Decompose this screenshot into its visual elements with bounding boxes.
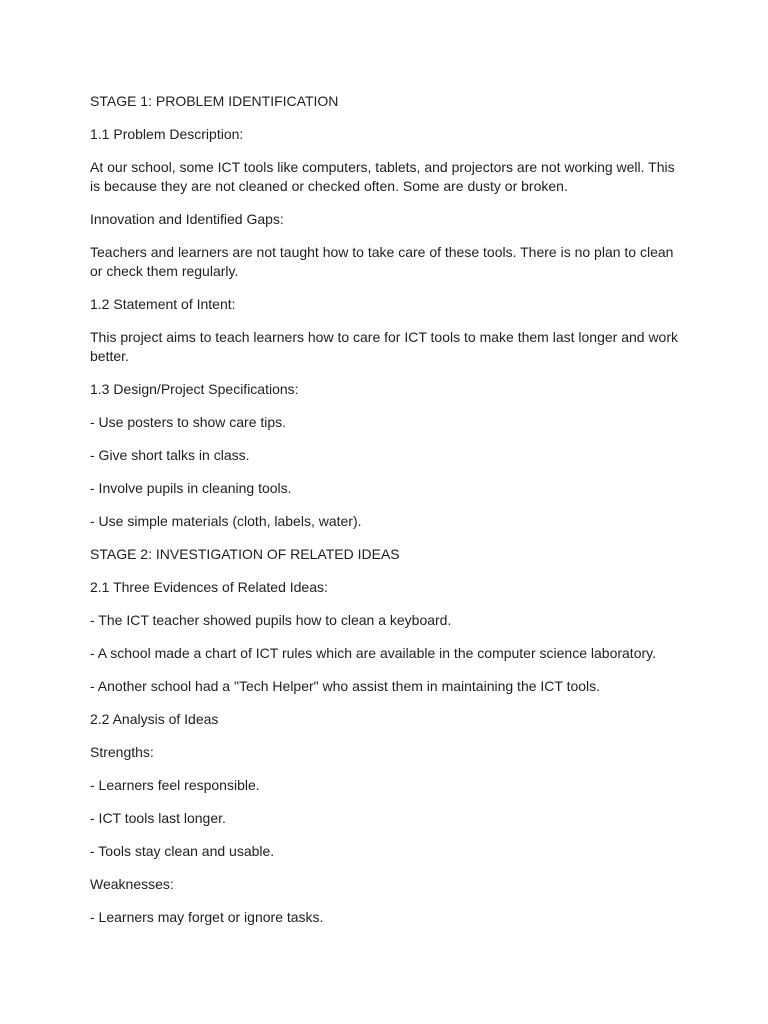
body-paragraph: Teachers and learners are not taught how to take care of these tools. There is no plan to clean or check them regularly. bbox=[90, 244, 674, 279]
list-item: - Use simple materials (cloth, labels, water). bbox=[90, 513, 362, 529]
section-heading: 2.1 Three Evidences of Related Ideas: bbox=[90, 579, 328, 595]
body-paragraph: At our school, some ICT tools like computers, tablets, and projectors are not working well. This is because they are not cleaned or checked often. Some are dusty or broken. bbox=[90, 159, 675, 194]
section-heading: 2.2 Analysis of Ideas bbox=[90, 711, 219, 727]
body-paragraph: This project aims to teach learners how to care for ICT tools to make them last longer and work better. bbox=[90, 329, 678, 364]
list-item: - The ICT teacher showed pupils how to clean a keyboard. bbox=[90, 612, 452, 628]
list-item: - Give short talks in class. bbox=[90, 447, 250, 463]
document-page bbox=[90, 92, 682, 941]
list-item: - Use posters to show care tips. bbox=[90, 414, 287, 430]
section-heading: 1.2 Statement of Intent: bbox=[90, 296, 236, 312]
list-item: - Involve pupils in cleaning tools. bbox=[90, 480, 292, 496]
list-item: - Learners feel responsible. bbox=[90, 777, 260, 793]
list-item: - A school made a chart of ICT rules which are available in the computer science laboratory. bbox=[90, 645, 656, 661]
list-item: - Learners may forget or ignore tasks. bbox=[90, 909, 324, 925]
stage-1-heading: STAGE 1: PROBLEM IDENTIFICATION bbox=[90, 93, 339, 109]
section-heading: Innovation and Identified Gaps: bbox=[90, 211, 284, 227]
subheading: Strengths: bbox=[90, 744, 154, 760]
section-heading: 1.1 Problem Description: bbox=[90, 126, 244, 142]
list-item: - ICT tools last longer. bbox=[90, 810, 226, 826]
list-item: - Tools stay clean and usable. bbox=[90, 843, 275, 859]
subheading: Weaknesses: bbox=[90, 876, 174, 892]
section-heading: 1.3 Design/Project Specifications: bbox=[90, 381, 299, 397]
list-item: - Another school had a "Tech Helper" who assist them in maintaining the ICT tools. bbox=[90, 678, 601, 694]
stage-2-heading: STAGE 2: INVESTIGATION OF RELATED IDEAS bbox=[90, 546, 400, 562]
